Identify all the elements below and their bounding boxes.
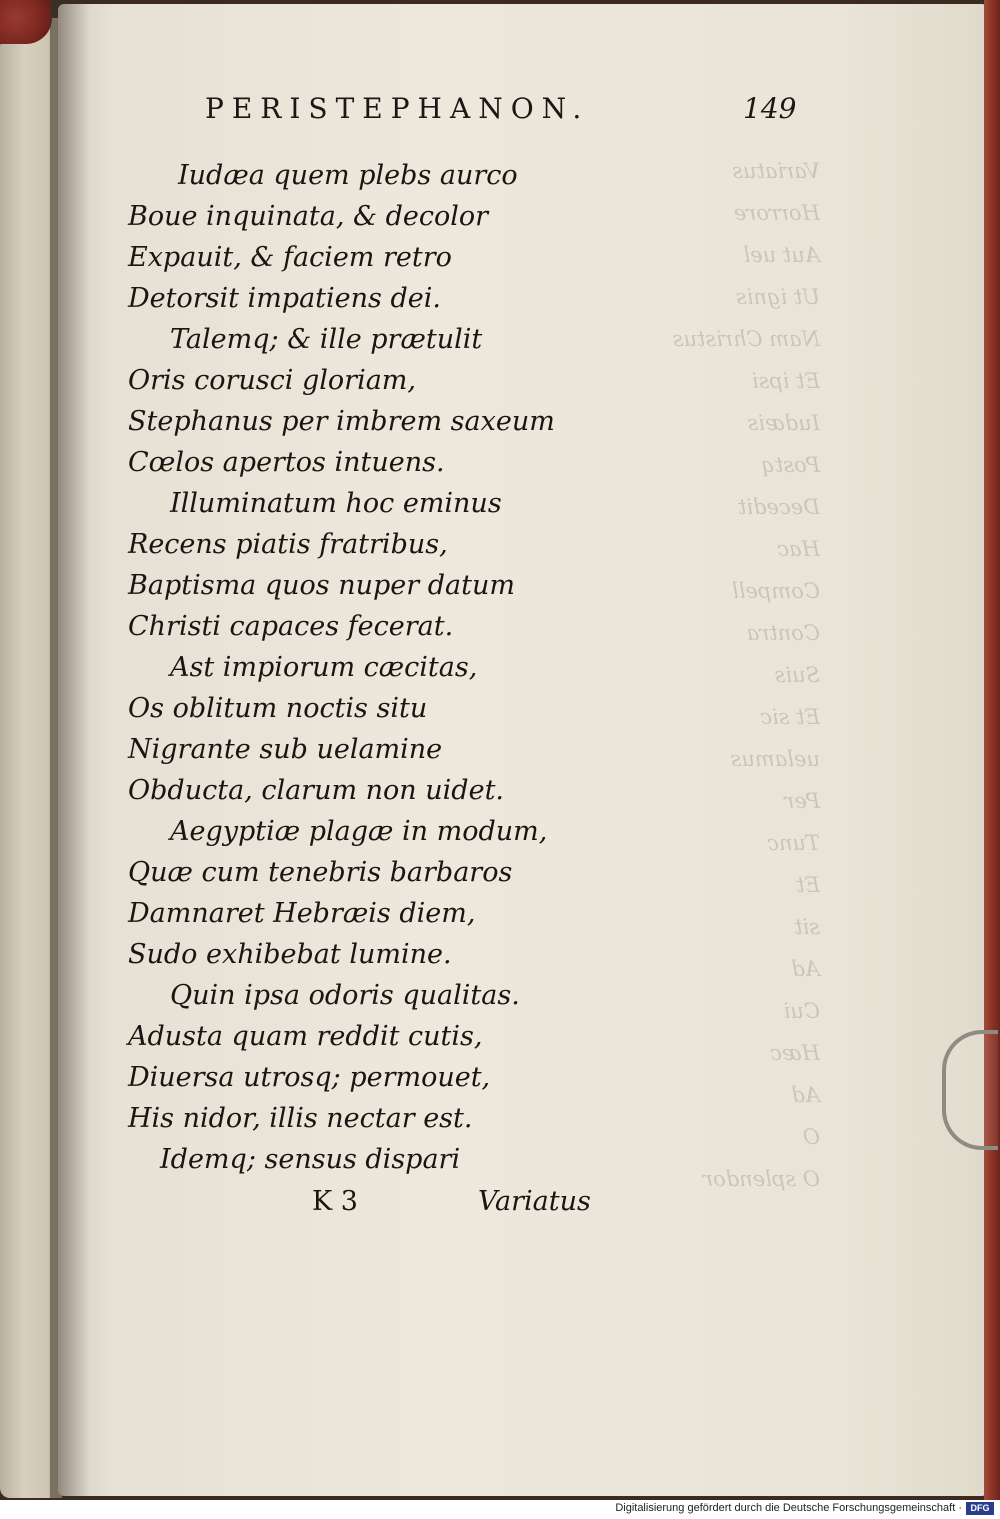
verse-line: Christi capaces fecerat.: [128, 611, 454, 642]
spine-shadow: [50, 0, 90, 1500]
dfg-logo: DFG: [966, 1502, 994, 1515]
verse-line: Oris corusci gloriam,: [128, 365, 416, 396]
verse-line: Aegyptiæ plagæ in modum,: [170, 816, 548, 847]
verse-line: Damnaret Hebræis diem,: [128, 898, 476, 929]
footer-credit: Digitalisierung gefördert durch die Deutsche Forschungsgemeinschaft ·: [615, 1502, 962, 1514]
verse-line: Expauit, & faciem retro: [128, 242, 452, 273]
running-title: PERISTEPHANON.: [205, 92, 590, 125]
verse-line: Quæ cum tenebris barbaros: [128, 857, 513, 888]
verse-line: Recens piatis fratribus,: [128, 529, 448, 560]
verse-line: Sudo exhibebat lumine.: [128, 939, 452, 970]
signature-mark: K 3: [312, 1186, 358, 1217]
verse-line: Talemq; & ille prætulit: [170, 324, 483, 355]
verse-line: Diuersa utrosq; permouet,: [128, 1062, 491, 1093]
verse-line: Adusta quam reddit cutis,: [128, 1021, 483, 1052]
verse-line: Detorsit impatiens dei.: [128, 283, 441, 314]
page-edge: [984, 0, 1000, 1500]
running-head: [205, 92, 805, 136]
verse-line: Quin ipsa odoris qualitas.: [170, 980, 520, 1011]
verse-line: Illuminatum hoc eminus: [170, 488, 502, 519]
page-clip: [942, 1030, 998, 1150]
folio-number: 149: [743, 92, 797, 125]
verse-line: Obducta, clarum non uidet.: [128, 775, 504, 806]
verse-line: His nidor, illis nectar est.: [128, 1103, 473, 1134]
bleed-through: Variatus Horrore Aut uel Ut ignis Nam Christus Et ipsi Iudæis Postq Decedit Hac Compell Contra Suis Et sic uelamus Per Tunc Et sit Ad Cui Hæc Ad O O splendor: [672, 159, 820, 1191]
verse-line: Nigrante sub uelamine: [128, 734, 443, 765]
footer-bar: [0, 1500, 1000, 1519]
catchword: Variatus: [478, 1186, 591, 1217]
verse-line: Stephanus per imbrem saxeum: [128, 406, 555, 437]
verse-line: Baptisma quos nuper datum: [128, 570, 515, 601]
verse-line: Boue inquinata, & decolor: [128, 201, 489, 232]
verse-line: Os oblitum noctis situ: [128, 693, 428, 724]
verse-line: Idemq; sensus dispari: [160, 1144, 461, 1175]
verse-line: Cœlos apertos intuens.: [128, 447, 445, 478]
verse-line: Iudæa quem plebs aurco: [178, 160, 518, 191]
verse-line: Ast impiorum cæcitas,: [170, 652, 478, 683]
